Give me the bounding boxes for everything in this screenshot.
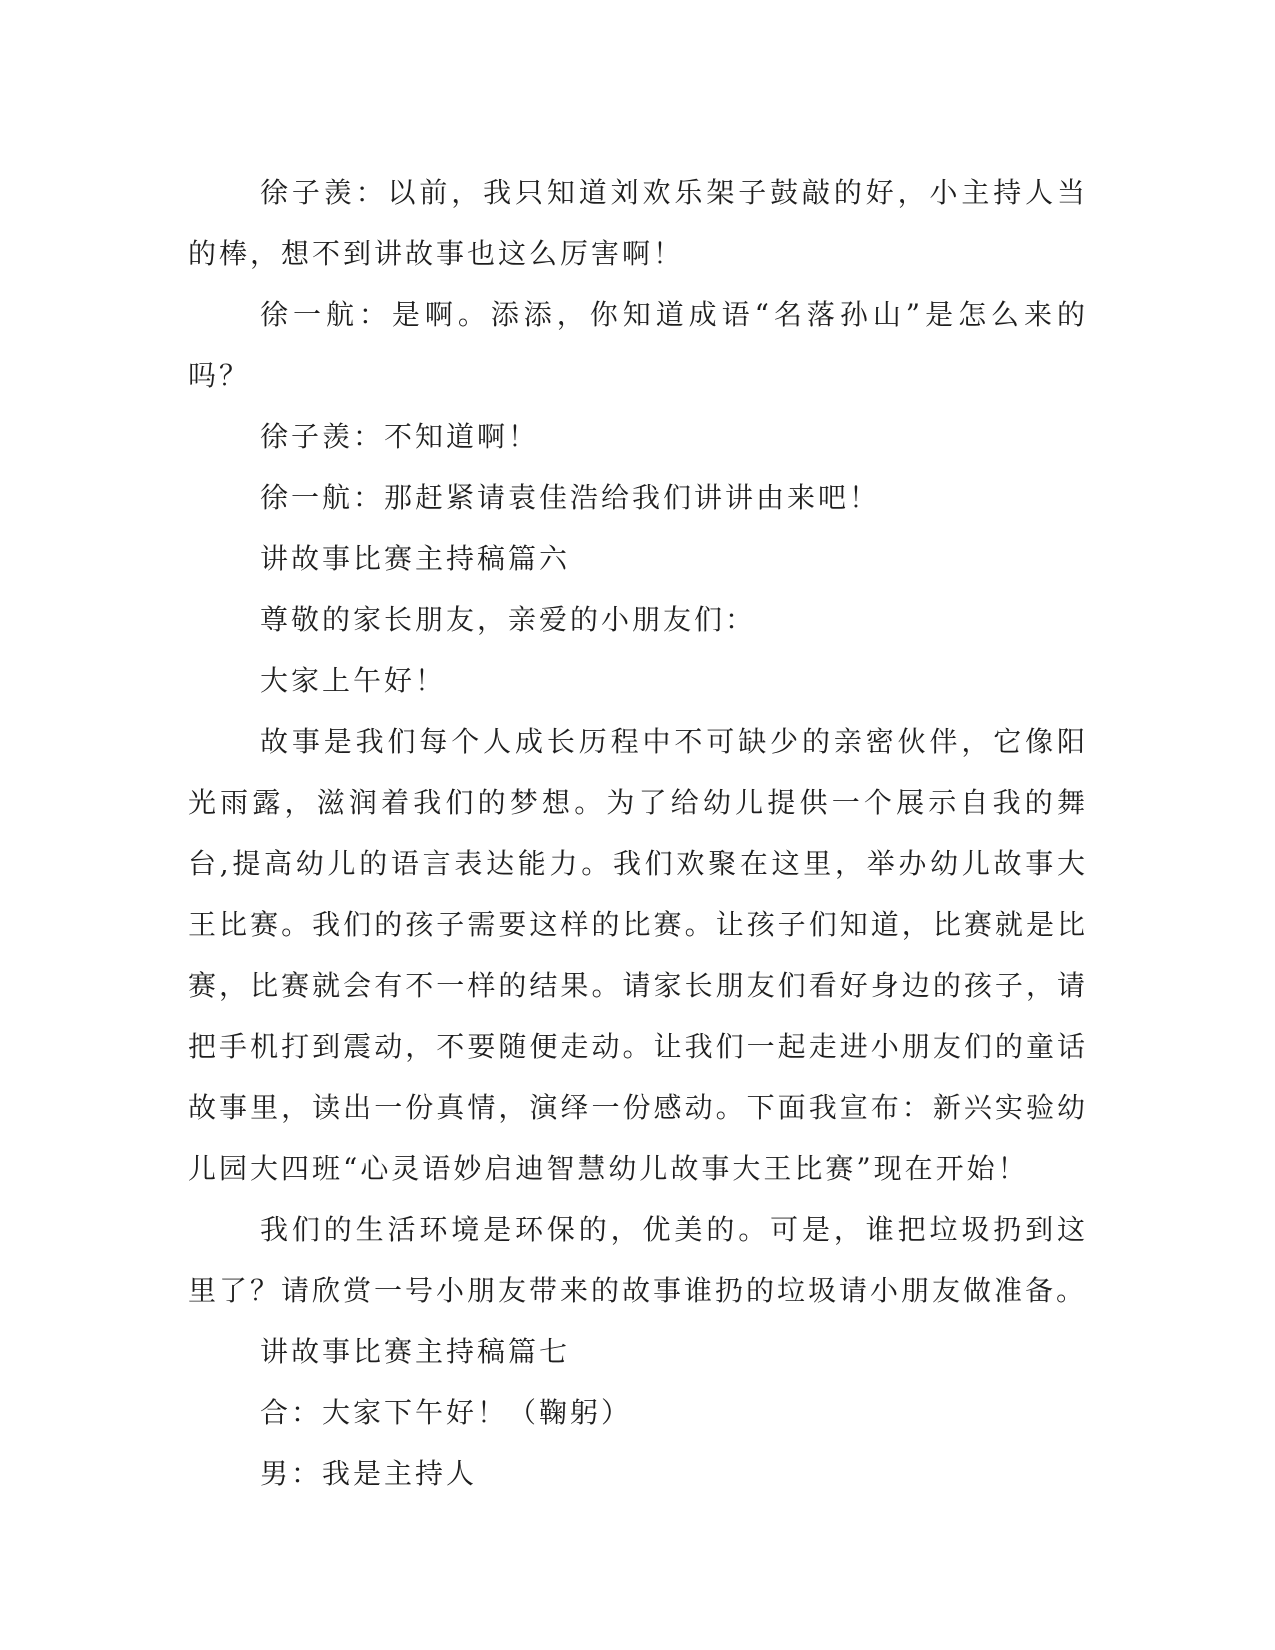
dialogue-line: 徐子羡：不知道啊！ <box>260 420 540 453</box>
greeting: 大家上午好！ <box>260 664 447 697</box>
document-body <box>188 162 1088 1504</box>
dialogue-line: 徐一航：那赶紧请袁佳浩给我们讲讲由来吧！ <box>260 481 881 514</box>
body-paragraph: 我们的生活环境是环保的，优美的。可是，谁把垃圾扔到这里了？请欣赏一号小朋友带来的故事谁扔的垃圾请小朋友做准备。 <box>188 1213 1088 1307</box>
section-heading: 讲故事比赛主持稿篇七 <box>260 1335 571 1368</box>
dialogue-line: 徐子羡：以前，我只知道刘欢乐架子鼓敲的好，小主持人当的棒，想不到讲故事也这么厉害啊！ <box>188 176 1088 270</box>
salutation: 尊敬的家长朋友，亲爱的小朋友们： <box>260 603 757 636</box>
section-heading: 讲故事比赛主持稿篇六 <box>260 542 571 575</box>
dialogue-line: 男：我是主持人 <box>260 1457 478 1490</box>
dialogue-line: 合：大家下午好！（鞠躬） <box>260 1396 633 1429</box>
body-paragraph: 故事是我们每个人成长历程中不可缺少的亲密伙伴，它像阳光雨露，滋润着我们的梦想。为了给幼儿提供一个展示自我的舞台,提高幼儿的语言表达能力。我们欢聚在这里，举办幼儿故事大王比赛。我们的孩子需要这样的比赛。让孩子们知道，比赛就是比赛，比赛就会有不一样的结果。请家长朋友们看好身边的孩子，请把手机打到震动，不要随便走动。让我们一起走进小朋友们的童话故事里，读出一份真情，演绎一份感动。下面我宣布：新兴实验幼儿园大四班“心灵语妙启迪智慧幼儿故事大王比赛”现在开始！ <box>188 725 1088 1185</box>
dialogue-line: 徐一航：是啊。添添，你知道成语“名落孙山”是怎么来的吗？ <box>188 298 1088 392</box>
